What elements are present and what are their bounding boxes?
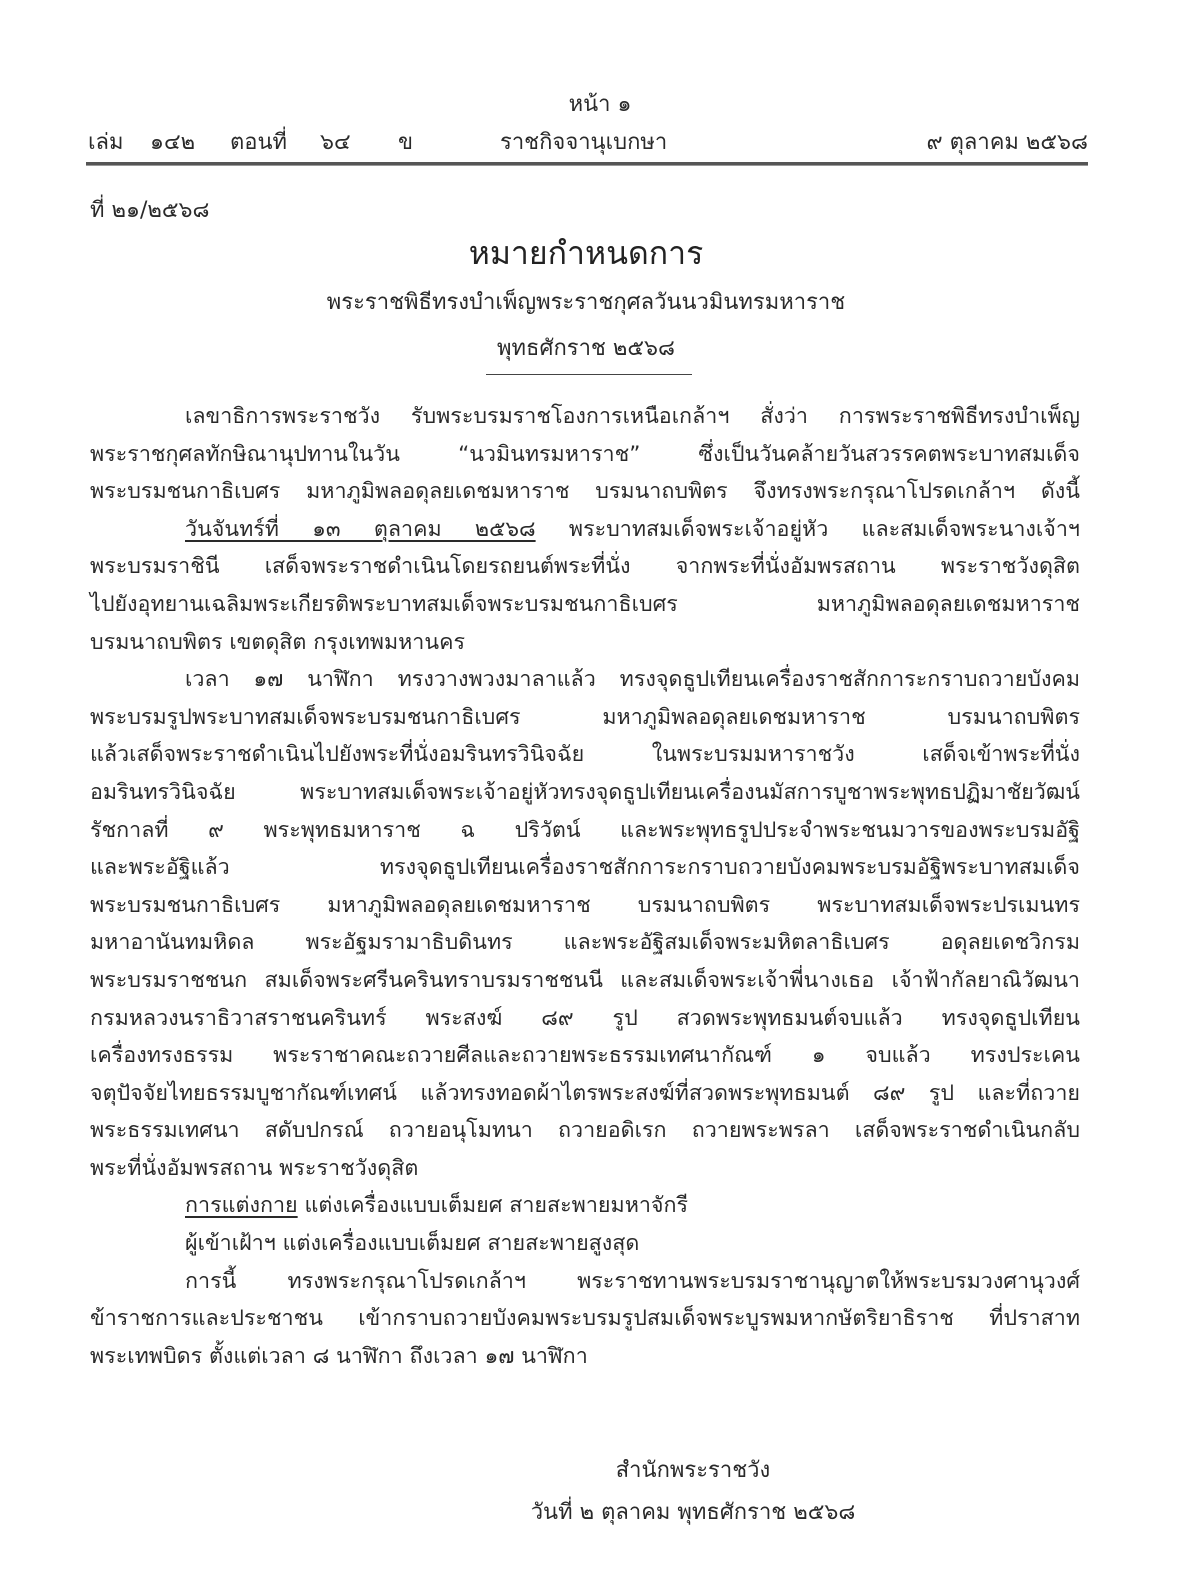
body-line: กรมหลวงนราธิวาสราชนครินทร์ พระสงฆ์ ๘๙ รูป สวดพระพุทธมนต์จบแล้ว ทรงจุดธูปเทียน	[90, 1005, 1080, 1031]
section-letter: ข	[398, 130, 414, 155]
signing-office: สำนักพระราชวัง	[615, 1458, 771, 1483]
body-line: เครื่องทรงธรรม พระราชาคณะถวายศีลและถวายพระธรรมเทศนากัณฑ์ ๑ จบแล้ว ทรงประเคน	[90, 1043, 1080, 1069]
body-line: พระธรรมเทศนา สดับปกรณ์ ถวายอนุโมทนา ถวายอดิเรก ถวายพระพรลา เสด็จพระราชดำเนินกลับ	[90, 1118, 1080, 1144]
body-line: พระเทพบิดร ตั้งแต่เวลา ๘ นาฬิกา ถึงเวลา ๑๗ นาฬิกา	[90, 1343, 588, 1369]
body-line: แล้วเสด็จพระราชดำเนินไปยังพระที่นั่งอมรินทรวินิจฉัย ในพระบรมมหาราชวัง เสด็จเข้าพระที่นั่ง	[90, 742, 1080, 768]
document-title: หมายกำหนดการ	[468, 234, 704, 272]
publication-name: ราชกิจจานุเบกษา	[500, 130, 668, 155]
attendants-dress-line: ผู้เข้าเฝ้าฯ แต่งเครื่องแบบเต็มยศ สายสะพายสูงสุด	[185, 1231, 640, 1257]
body-line: ไปยังอุทยานเฉลิมพระเกียรติพระบาทสมเด็จพระบรมชนกาธิเบศร มหาภูมิพลอดุลยเดชมหาราช	[90, 591, 1080, 617]
body-line: ข้าราชการและประชาชน เข้ากราบถวายบังคมพระบรมรูปสมเด็จพระบูรพมหากษัตริยาธิราช ที่ปราสาท	[90, 1306, 1080, 1332]
body-line: การนี้ ทรงพระกรุณาโปรดเกล้าฯ พระราชทานพระบรมราชานุญาตให้พระบรมวงศานุวงศ์	[185, 1268, 1080, 1294]
body-line: พระบรมราชินี เสด็จพระราชดำเนินโดยรถยนต์พระที่นั่ง จากพระที่นั่งอัมพรสถาน พระราชวังดุสิต	[90, 554, 1080, 580]
body-line: พระบรมชนกาธิเบศร มหาภูมิพลอดุลยเดชมหาราช บรมนาถบพิตร พระบาทสมเด็จพระปรเมนทร	[90, 892, 1080, 918]
body-line: พระบรมรูปพระบาทสมเด็จพระบรมชนกาธิเบศร มหาภูมิพลอดุลยเดชมหาราช บรมนาถบพิตร	[90, 704, 1080, 730]
body-line: เวลา ๑๗ นาฬิกา ทรงวางพวงมาลาแล้ว ทรงจุดธูปเทียนเครื่องราชสักการะกราบถวายบังคม	[185, 667, 1080, 693]
body-line: และพระอัฐิแล้ว ทรงจุดธูปเทียนเครื่องราชสักการะกราบถวายบังคมพระบรมอัฐิพระบาทสมเด็จ	[90, 855, 1080, 881]
volume-number: ๑๔๒	[150, 130, 196, 155]
body-line: พระบรมราชชนก สมเด็จพระศรีนครินทราบรมราชชนนี และสมเด็จพระเจ้าพี่นางเธอ เจ้าฟ้ากัลยาณิวัฒนา	[90, 967, 1080, 993]
signing-date: วันที่ ๒ ตุลาคม พุทธศักราช ๒๕๖๘	[530, 1500, 856, 1525]
document-body	[90, 398, 1080, 1375]
dress-code-line: การแต่งกาย แต่งเครื่องแบบเต็มยศ สายสะพายมหาจักรี	[185, 1193, 689, 1219]
body-line: เลขาธิการพระราชวัง รับพระบรมราชโองการเหนือเกล้าฯ สั่งว่า การพระราชพิธีทรงบำเพ็ญ	[185, 404, 1080, 429]
body-line: พระบรมชนกาธิเบศร มหาภูมิพลอดุลยเดชมหาราช บรมนาถบพิตร จึงทรงพระกรุณาโปรดเกล้าฯ ดังนี้	[90, 479, 1080, 505]
issue-number: ๖๔	[320, 130, 351, 155]
gazette-header	[88, 124, 1088, 158]
body-line: จตุปัจจัยไทยธรรมบูชากัณฑ์เทศน์ แล้วทรงทอดผ้าไตรพระสงฆ์ที่สวดพระพุทธมนต์ ๘๙ รูป และที่ถวาย	[90, 1080, 1080, 1106]
publication-date: ๙ ตุลาคม ๒๕๖๘	[926, 130, 1088, 155]
document-number: ที่ ๒๑/๒๕๖๘	[90, 198, 210, 223]
dress-code-label: การแต่งกาย	[185, 1193, 298, 1219]
ceremony-date: วันจันทร์ที่ ๑๓ ตุลาคม ๒๕๖๘	[185, 516, 536, 542]
document-year: พุทธศักราช ๒๕๖๘	[497, 336, 675, 361]
body-line: มหาอานันทมหิดล พระอัฐมรามาธิบดินทร และพระอัฐิสมเด็จพระมหิตลาธิเบศร อดุลยเดชวิกรม	[90, 930, 1080, 956]
body-line: พระราชกุศลทักษิณานุปทานในวัน “นวมินทรมหาราช” ซึ่งเป็นวันคล้ายวันสวรรคตพระบาทสมเด็จ	[90, 441, 1080, 467]
volume-label: เล่ม	[88, 130, 124, 155]
page-number: หน้า ๑	[568, 92, 632, 117]
header-divider	[86, 162, 1088, 166]
body-line: อมรินทรวินิจฉัย พระบาทสมเด็จพระเจ้าอยู่หัวทรงจุดธูปเทียนเครื่องนมัสการบูชาพระพุทธปฏิมาชัยวัฒน์	[90, 779, 1080, 805]
body-line: วันจันทร์ที่ ๑๓ ตุลาคม ๒๕๖๘ พระบาทสมเด็จพระเจ้าอยู่หัว และสมเด็จพระนางเจ้าฯ	[185, 516, 1080, 542]
body-line: รัชกาลที่ ๙ พระพุทธมหาราช ฉ ปริวัตน์ และพระพุทธรูปประจำพระชนมวารของพระบรมอัฐิ	[90, 817, 1080, 843]
document-subtitle: พระราชพิธีทรงบำเพ็ญพระราชกุศลวันนวมินทรมหาราช	[326, 290, 846, 315]
issue-label: ตอนที่	[230, 130, 288, 155]
body-line: พระที่นั่งอัมพรสถาน พระราชวังดุสิต	[90, 1155, 419, 1181]
body-line: บรมนาถบพิตร เขตดุสิต กรุงเทพมหานคร	[90, 629, 466, 655]
title-divider	[486, 374, 692, 375]
